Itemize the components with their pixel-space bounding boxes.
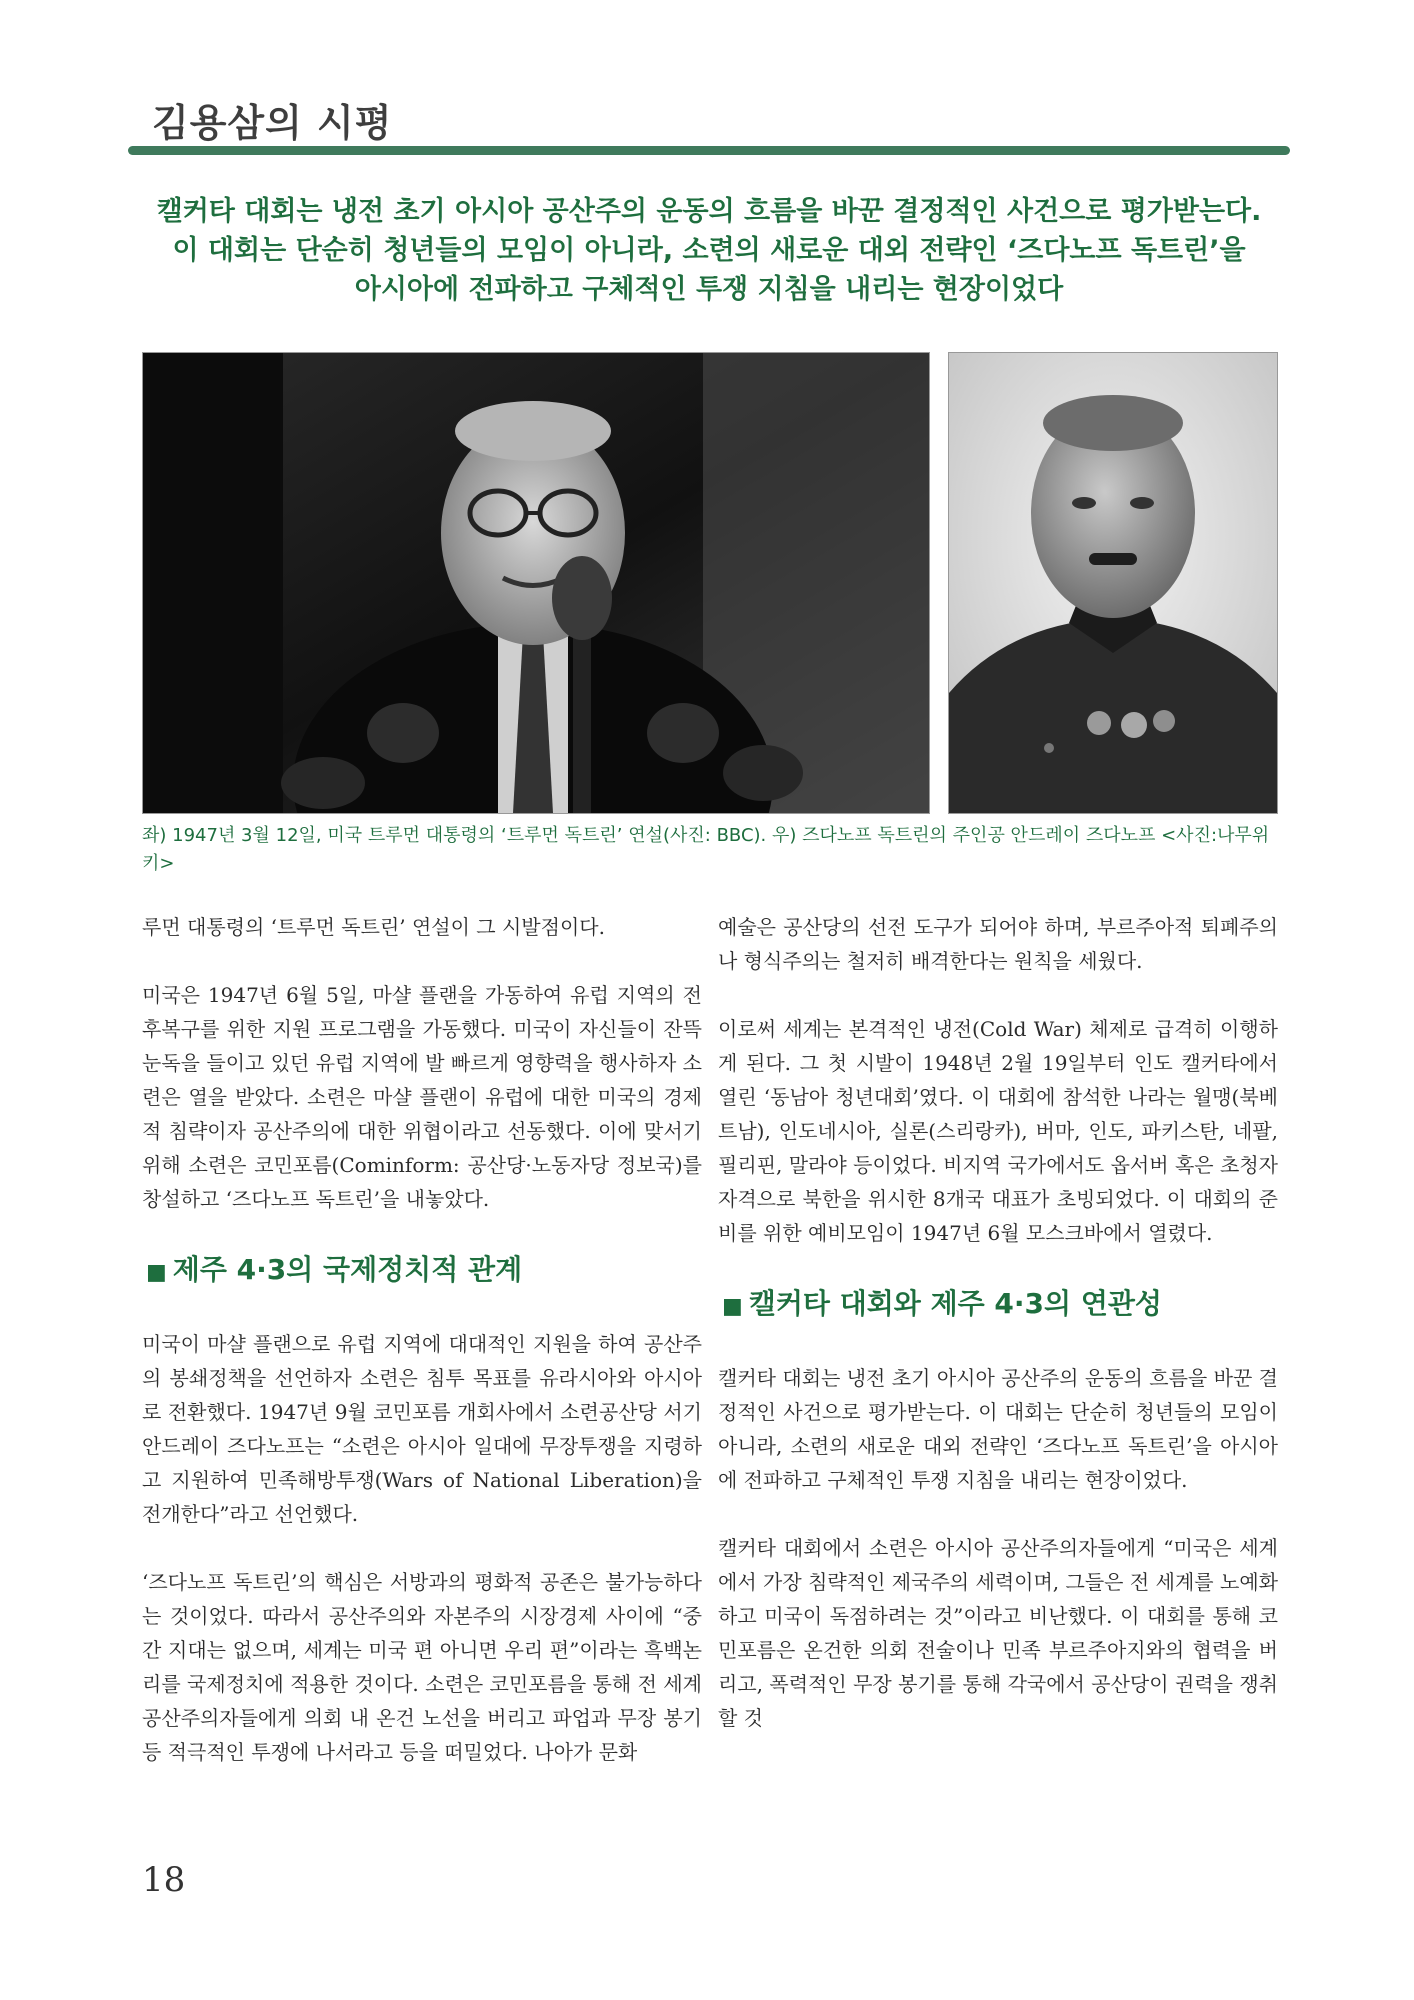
section-heading-label: 제주 4·3의 국제정치적 관계 (172, 1253, 523, 1286)
lead-line-1: 캘커타 대회는 냉전 초기 아시아 공산주의 운동의 흐름을 바꾼 결정적인 사건으로 평가받는다. (156, 196, 1262, 227)
section-title: 김용삼의 시평 (152, 101, 393, 145)
square-bullet-icon: ■ (722, 1294, 743, 1319)
header-divider (128, 146, 1290, 155)
paragraph: 캘커타 대회는 냉전 초기 아시아 공산주의 운동의 흐름을 바꾼 결정적인 사건으로 평가받는다. 이 대회는 단순히 청년들의 모임이 아니라, 소련의 새로운 대외 전략인 ‘즈다노프 독트린’을 아시아에 전파하고 구체적인 투쟁 지침을 내리는 현장이었다. (718, 1366, 1278, 1492)
paragraph: ‘즈다노프 독트린’의 핵심은 서방과의 평화적 공존은 불가능하다는 것이었다. 따라서 공산주의와 자본주의 시장경제 사이에 “중간 지대는 없으며, 세계는 미국 편 아니면 우리 편”이라는 흑백논리를 국제정치에 적용한 것이다. 소련은 코민포름을 통해 전 세계 공산주의자들에게 의회 내 온건 노선을 버리고 파업과 무장 봉기 등 적극적인 투쟁에 나서라고 등을 떠밀었다. 나아가 문화 (142, 1570, 702, 1764)
zhdanov-portrait-photo (948, 352, 1278, 814)
paragraph: 루먼 대통령의 ‘트루먼 독트린’ 연설이 그 시발점이다. (142, 915, 605, 939)
square-bullet-icon: ■ (146, 1260, 167, 1285)
right-column (718, 910, 1278, 1769)
paragraph: 이로써 세계는 본격적인 냉전(Cold War) 체제로 급격히 이행하게 된다. 그 첫 시발이 1948년 2월 19일부터 인도 캘커타에서 열린 ‘동남아 청년대회’였다. 이 대회에 참석한 나라는 월맹(북베트남), 인도네시아, 실론(스리랑카), 버마, 인도, 파키스탄, 네팔, 필리핀, 말라야 등이었다. 비지역 국가에서도 옵서버 혹은 초청자 자격으로 북한을 위시한 8개국 대표가 초빙되었다. 이 대회의 준비를 위한 예비모임이 1947년 6월 모스크바에서 열렸다. (718, 1017, 1278, 1245)
section-heading-calcutta-connection (722, 1284, 1278, 1327)
page-number: 18 (142, 1860, 186, 1900)
zhdanov-photo-illustration (949, 353, 1277, 813)
section-heading-jeju-international-politics (146, 1250, 702, 1293)
section-heading-label: 캘커타 대회와 제주 4·3의 연관성 (748, 1287, 1162, 1320)
paragraph: 미국이 마샬 플랜으로 유럽 지역에 대대적인 지원을 하여 공산주의 봉쇄정책을 선언하자 소련은 침투 목표를 유라시아와 아시아로 전환했다. 1947년 9월 코민포름 개회사에서 소련공산당 서기 안드레이 즈다노프는 “소련은 아시아 일대에 무장투쟁을 지령하고 지원하여 민족해방투쟁(Wars of National Liberation)을 전개한다”라고 선언했다. (142, 1332, 702, 1526)
paragraph: 미국은 1947년 6월 5일, 마샬 플랜을 가동하여 유럽 지역의 전후복구를 위한 지원 프로그램을 가동했다. 미국이 자신들이 잔뜩 눈독을 들이고 있던 유럽 지역에 발 빠르게 영향력을 행사하자 소련은 열을 받았다. 소련은 마샬 플랜이 유럽에 대한 미국의 경제적 침략이자 공산주의에 대한 위협이라고 선동했다. 이에 맞서기 위해 소련은 코민포름(Cominform: 공산당·노동자당 정보국)를 창설하고 ‘즈다노프 독트린’을 내놓았다. (142, 983, 702, 1211)
lead-summary (128, 192, 1290, 309)
paragraph: 예술은 공산당의 선전 도구가 되어야 하며, 부르주아적 퇴폐주의나 형식주의는 철저히 배격한다는 원칙을 세웠다. (718, 915, 1278, 973)
left-column (142, 910, 702, 1803)
lead-line-2: 이 대회는 단순히 청년들의 모임이 아니라, 소련의 새로운 대외 전략인 ‘즈다노프 독트린’을 (172, 235, 1246, 266)
paragraph: 캘커타 대회에서 소련은 아시아 공산주의자들에게 “미국은 세계에서 가장 침략적인 제국주의 세력이며, 그들은 전 세계를 노예화하고 미국이 독점하려는 것”이라고 비난했다. 이 대회를 통해 코민포름은 온건한 의회 전술이나 민족 부르주아지와의 협력을 버리고, 폭력적인 무장 봉기를 통해 각국에서 공산당이 권력을 쟁취할 것 (718, 1536, 1278, 1730)
truman-photo-illustration (143, 353, 929, 813)
truman-speech-photo (142, 352, 930, 814)
photo-caption: 좌) 1947년 3월 12일, 미국 트루먼 대통령의 ‘트루먼 독트린’ 연설(사진: BBC). 우) 즈다노프 독트린의 주인공 안드레이 즈다노프 <사진:나무위키> (142, 825, 1270, 874)
lead-line-3: 아시아에 전파하고 구체적인 투쟁 지침을 내리는 현장이었다 (354, 274, 1064, 305)
